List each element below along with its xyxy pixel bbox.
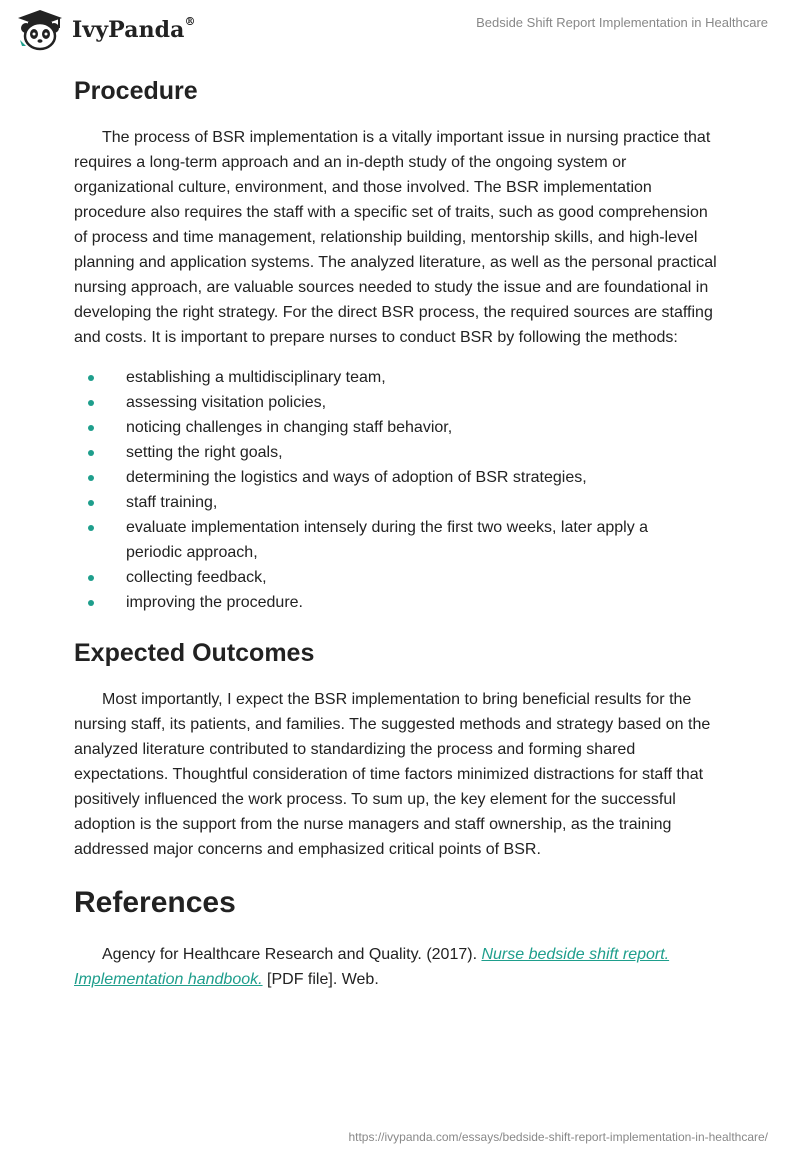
bullet-icon	[88, 400, 94, 406]
bullet-icon	[88, 500, 94, 506]
page-header	[0, 0, 800, 60]
list-item: assessing visitation policies,	[74, 390, 724, 415]
bullet-icon	[88, 375, 94, 381]
brand-name: IvyPanda®	[72, 14, 196, 43]
references-heading: References	[74, 886, 236, 919]
list-item: setting the right goals,	[74, 440, 724, 465]
expected-outcomes-heading: Expected Outcomes	[74, 639, 315, 667]
document-title: Bedside Shift Report Implementation in Healthcare	[476, 15, 768, 30]
list-item: noticing challenges in changing staff behavior,	[74, 415, 724, 440]
reference-author: Agency for Healthcare Research and Quality. (2017).	[102, 946, 482, 963]
reference-entry	[74, 942, 724, 992]
reference-suffix: [PDF file]. Web.	[262, 971, 379, 988]
source-url: https://ivypanda.com/essays/bedside-shift-report-implementation-in-healthcare/	[348, 1130, 768, 1144]
list-item: establishing a multidisciplinary team,	[74, 365, 724, 390]
bullet-icon	[88, 600, 94, 606]
ivypanda-logo[interactable]	[14, 8, 196, 52]
bullet-icon	[88, 450, 94, 456]
panda-graduate-icon	[14, 8, 66, 52]
bullet-icon	[88, 525, 94, 531]
procedure-paragraph: The process of BSR implementation is a vitally important issue in nursing practice that requires a long-term approach and an in-depth study of the ongoing system or organizational culture, environment, and those involved. The BSR implementation procedure also requires the staff with a specific set of traits, such as good comprehension of process and time management, relationship building, mentorship skills, and high-level planning and application systems. The analyzed literature, as well as the personal practical nursing approach, are valuable sources needed to study the issue and are foundational in developing the right strategy. For the direct BSR process, the required sources are staffing and costs. It is important to prepare nurses to conduct BSR by following the methods:	[74, 129, 717, 346]
list-item: improving the procedure.	[74, 590, 724, 615]
list-item: evaluate implementation intensely during the first two weeks, later apply a periodic approach,	[74, 515, 724, 565]
bullet-icon	[88, 475, 94, 481]
procedure-method-list	[74, 365, 724, 615]
bullet-icon	[88, 575, 94, 581]
reference-link[interactable]: Nurse bedside shift report. Implementation handbook.	[74, 946, 670, 988]
outcomes-paragraph: Most importantly, I expect the BSR implementation to bring beneficial results for the nursing staff, its patients, and families. The suggested methods and strategy based on the analyzed literature contributed to standardizing the process and forming shared expectations. Thoughtful consideration of time factors minimized distractions for staff that positively influenced the work process. To sum up, the key element for the successful adoption is the support from the nurse managers and staff ownership, as the training addressed major concerns and emphasized critical points of BSR.	[74, 691, 711, 858]
bullet-icon	[88, 425, 94, 431]
list-item: determining the logistics and ways of adoption of BSR strategies,	[74, 465, 724, 490]
list-item: staff training,	[74, 490, 724, 515]
list-item: collecting feedback,	[74, 565, 724, 590]
essay-content	[74, 72, 724, 992]
procedure-heading: Procedure	[74, 77, 198, 105]
